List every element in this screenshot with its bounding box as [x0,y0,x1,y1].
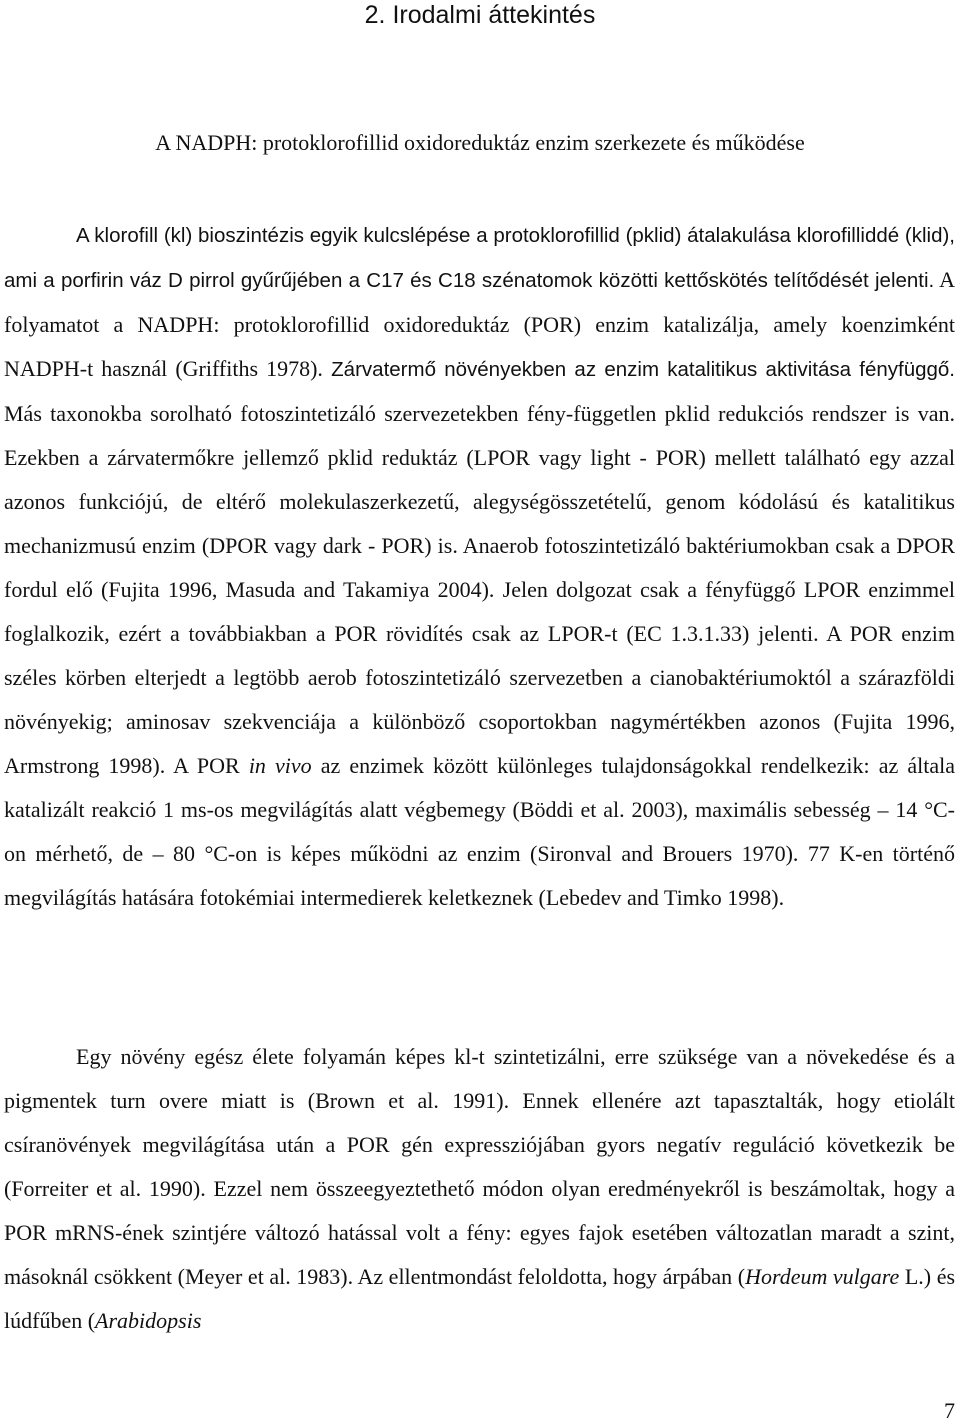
sentence: A klorofill (kl) bioszintézis egyik kulcslépése a protoklorofillid (pklid) átalakulása klorofilliddé (klid), ami a porfirin váz D pirrol gyűrűjében a C17 és C18 szénatomok közötti kettőskötés telítődését jelenti. [4,224,955,292]
sentence: L.) és lúdfűben ( [4,1264,956,1333]
sentence: Más taxonokba sorolható fotoszintetizáló szervezetekben fény-független pklid redukciós rendszer is van. [4,401,955,426]
page-number: 7 [944,1398,955,1423]
sentence: 77 K-en történő megvilágítás hatására fotokémiai intermedierek keletkeznek (Lebedev and Timko 1998). [4,841,955,910]
sentence: Ennek ellenére azt tapasztalták, hogy etiolált csíranövények megvilágítása után a POR gén expressziójában gyors negatív reguláció következik be (Forreiter et al. 1990). [4,1088,955,1201]
italic-species: Arabidopsis [95,1308,202,1333]
chapter-title: 2. Irodalmi áttekintés [364,1,596,29]
sentence: A POR [165,753,249,778]
italic-term: in vivo [248,753,312,778]
sentence: Egy növény egész élete folyamán képes kl-t szintetizálni, erre szüksége van a növekedése és a pigmentek turn overe miatt is (Brown et al. 1991). [4,1044,955,1113]
sentence: az enzimek között különleges tulajdonságokkal rendelkezik: az általa katalizált reakció 1 ms-os megvilágítás alatt végbemegy (Böddi et al. 2003), maximális sebesség – 14 °C-on mérhető, de – 80 °C-on is képes működni az enzim (Sironval and Brouers 1970). [4,753,955,866]
sentence: Anaerob fotoszintetizáló baktériumokban csak a DPOR fordul elő (Fujita 1996, Masuda and Takamiya 2004). [4,533,956,602]
sentence: Az ellentmondást feloldotta, hogy árpában ( [353,1264,746,1289]
section-title: A NADPH: protoklorofillid oxidoreduktáz enzim szerkezete és működése [155,130,805,155]
sentence: Ezekben a zárvatermőkre jellemző pklid reduktáz (LPOR vagy light - POR) mellett található egy azzal azonos funkciójú, de eltérő molekulaszerkezetű, alegységösszetételű, genom kódolású és katalitikus mechanizmusú enzim (DPOR vagy dark - POR) is. [4,445,955,558]
sentence: Zárvatermő növényekben az enzim katalitikus aktivitása fényfüggő. [322,358,956,381]
sentence: A POR enzim széles körben elterjedt a legtöbb aerob fotoszintetizáló szervezetben a cianobaktériumoktól a szárazföldi növényekig; aminosav szekvenciája a különböző csoportokban nagymértékben azonos (Fujita 1996, Armstrong 1998). [4,621,956,778]
paragraph-2 [4,1035,955,1343]
sentence: A folyamatot a NADPH: protoklorofillid oxidoreduktáz (POR) enzim katalizálja, amely koenzimként NADPH-t használ (Griffiths 1978). [4,267,955,381]
paragraph-1 [4,213,955,920]
italic-species: Hordeum vulgare [745,1264,900,1289]
sentence: Jelen dolgozat csak a fényfüggő LPOR enzimmel foglalkozik, ezért a továbbiakban a POR rövidítés csak az LPOR-t (EC 1.3.1.33) jelenti. [4,577,955,646]
sentence: Ezzel nem összeegyeztethető módon olyan eredményekről is beszámoltak, hogy a POR mRNS-ének szintjére változó hatással volt a fény: egyes fajok esetében változatlan maradt a szint, másoknál csökkent (Meyer et al. 1983). [4,1176,956,1289]
